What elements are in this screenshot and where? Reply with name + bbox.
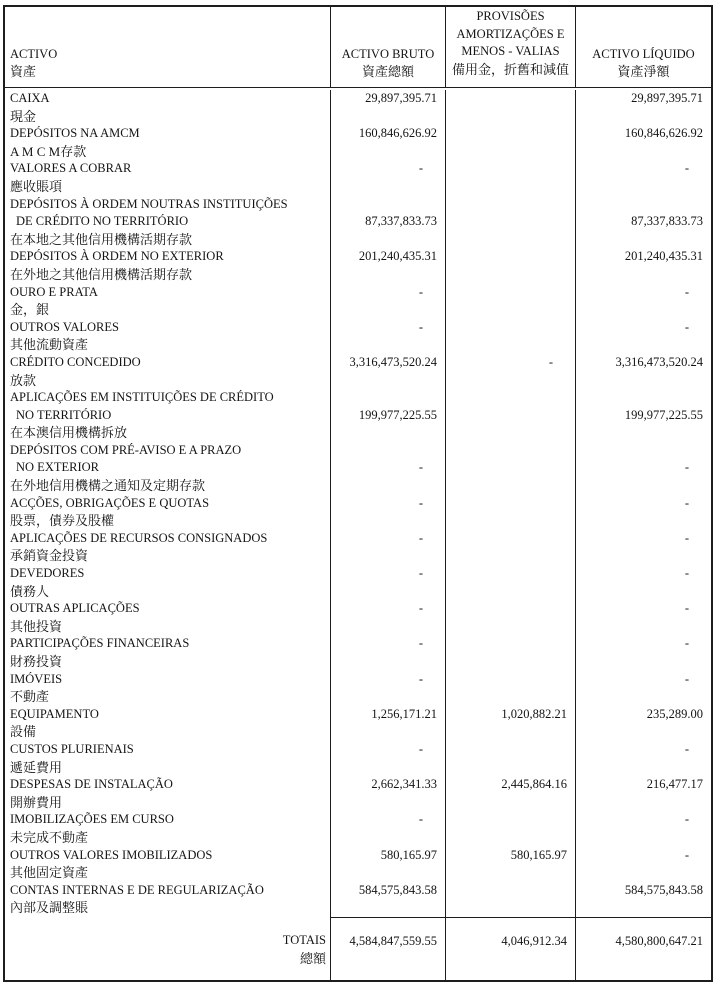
value-bruto: 3,316,473,520.24 (349, 354, 437, 369)
cell-bruto (330, 635, 445, 670)
totals-bruto-cell (330, 917, 445, 980)
cell-bruto (330, 319, 445, 354)
cell-bruto (330, 389, 445, 442)
row-label-cn: 內部及調整賬 (10, 900, 89, 916)
cell-provisoes (445, 882, 575, 917)
value-liquido: - (684, 161, 689, 176)
cell-bruto (330, 847, 445, 882)
row-label-pt: DEPÓSITOS COM PRÉ-AVISO E A PRAZO (10, 442, 242, 457)
value-bruto: - (418, 530, 423, 545)
table-row (5, 319, 711, 354)
row-label-pt: APLICAÇÕES EM INSTITUIÇÕES DE CRÉDITO (10, 390, 274, 405)
cell-bruto (330, 354, 445, 389)
row-label-pt: DE CRÉDITO NO TERRITÓRIO (16, 214, 189, 229)
row-label-pt: DESPESAS DE INSTALAÇÃO (10, 777, 173, 792)
row-label-pt: OUTROS VALORES IMOBILIZADOS (10, 847, 213, 862)
row-label-cn: 未完成不動產 (10, 829, 89, 845)
row-label-pt: DEVEDORES (10, 566, 85, 581)
table-row (5, 495, 711, 530)
value-provisoes (446, 600, 575, 618)
cell-bruto (330, 442, 445, 495)
value-bruto: - (418, 566, 423, 581)
row-label-cn: 其他流動資產 (10, 337, 89, 353)
cell-bruto (330, 565, 445, 600)
row-label-cell (5, 160, 330, 195)
row-label-cn: 其他投資 (10, 618, 63, 634)
row-label-pt: IMOBILIZAÇÕES EM CURSO (10, 812, 174, 827)
row-label-cn: 債務人 (10, 583, 50, 599)
header-activo-bruto-cn: 資產總額 (361, 64, 414, 80)
table-header-row (5, 7, 711, 88)
cell-bruto (330, 125, 445, 160)
value-liquido: 160,846,626.92 (624, 126, 703, 141)
value-bruto: - (418, 460, 423, 475)
value-liquido: 199,977,225.55 (624, 407, 703, 422)
cell-bruto (330, 196, 445, 249)
cell-provisoes (445, 354, 575, 389)
row-label-cell (5, 442, 330, 495)
value-provisoes: 1,020,882.21 (501, 706, 567, 721)
cell-bruto (330, 160, 445, 195)
row-label-pt: EQUIPAMENTO (10, 706, 99, 721)
row-label-cn: 設備 (10, 724, 37, 740)
row-label-cn: 承銷資金投資 (10, 548, 89, 564)
totals-label-pt: TOTAIS (282, 932, 326, 947)
value-liquido: 87,337,833.73 (631, 214, 703, 229)
value-provisoes (446, 442, 575, 477)
cell-provisoes (445, 196, 575, 249)
cell-liquido (575, 319, 711, 354)
header-activo-bruto-pt: ACTIVO BRUTO (341, 46, 435, 61)
value-provisoes: - (548, 354, 553, 369)
cell-liquido (575, 248, 711, 283)
value-bruto: - (418, 601, 423, 616)
cell-bruto (330, 530, 445, 565)
cell-liquido (575, 90, 711, 125)
totals-label-cn: 總額 (299, 950, 326, 966)
row-label-cell (5, 389, 330, 442)
value-provisoes (446, 882, 575, 900)
totals-liquido-value: 4,580,800,647.21 (615, 933, 703, 948)
value-provisoes (446, 811, 575, 829)
value-provisoes (446, 565, 575, 583)
value-provisoes: 2,445,864.16 (501, 777, 567, 792)
totals-provisoes-value: 4,046,912.34 (501, 933, 567, 948)
header-activo-cn: 資產 (10, 64, 37, 80)
value-bruto: 2,662,341.33 (371, 777, 437, 792)
table-row (5, 354, 711, 389)
table-row (5, 565, 711, 600)
cell-liquido (575, 847, 711, 882)
cell-liquido (575, 565, 711, 600)
totals-bruto-value: 4,584,847,559.55 (349, 933, 437, 948)
row-label-cell (5, 196, 330, 249)
value-provisoes (446, 90, 575, 108)
value-liquido: - (684, 566, 689, 581)
value-liquido: - (684, 636, 689, 651)
row-label-cell (5, 847, 330, 882)
row-label-cn: 在本澳信用機構拆放 (10, 425, 128, 441)
row-label-pt: DEPÓSITOS À ORDEM NO EXTERIOR (10, 249, 224, 264)
row-label-cell (5, 90, 330, 125)
row-label-cell (5, 776, 330, 811)
row-label-cn: 開辦費用 (10, 794, 63, 810)
value-bruto: 584,575,843.58 (358, 882, 437, 897)
value-liquido: - (684, 741, 689, 756)
row-label-cell (5, 530, 330, 565)
totals-row (5, 917, 711, 980)
cell-bruto (330, 741, 445, 776)
row-label-cn: 在外地信用機構之通知及定期存款 (10, 478, 206, 494)
assets-table (3, 5, 713, 982)
row-label-cell (5, 565, 330, 600)
table-row (5, 882, 711, 917)
totals-liquido-cell (575, 917, 711, 980)
header-provisoes-cn: 備用金，折舊和減值 (451, 61, 569, 77)
row-label-pt: VALORES A COBRAR (10, 161, 132, 176)
table-row (5, 125, 711, 160)
value-bruto: 201,240,435.31 (358, 249, 437, 264)
row-label-cn: 遞延費用 (10, 759, 63, 775)
value-liquido: 3,316,473,520.24 (615, 354, 703, 369)
value-bruto: - (418, 284, 423, 299)
cell-provisoes (445, 565, 575, 600)
totals-label (5, 917, 330, 980)
cell-provisoes (445, 530, 575, 565)
table-row (5, 706, 711, 741)
value-liquido: 584,575,843.58 (624, 882, 703, 897)
value-liquido: - (684, 284, 689, 299)
cell-provisoes (445, 125, 575, 160)
table-row (5, 635, 711, 670)
row-label-pt: DEPÓSITOS NA AMCM (10, 126, 140, 141)
cell-provisoes (445, 776, 575, 811)
cell-provisoes (445, 90, 575, 125)
value-bruto: - (418, 741, 423, 756)
value-bruto: - (418, 319, 423, 334)
value-provisoes (446, 741, 575, 759)
cell-provisoes (445, 741, 575, 776)
cell-bruto (330, 495, 445, 530)
cell-liquido (575, 284, 711, 319)
cell-provisoes (445, 160, 575, 195)
value-liquido: - (684, 812, 689, 827)
cell-liquido (575, 882, 711, 917)
value-bruto: 29,897,395.71 (365, 91, 437, 105)
value-bruto: 1,256,171.21 (371, 706, 437, 721)
header-provisoes (445, 7, 575, 87)
table-row (5, 389, 711, 442)
cell-liquido (575, 495, 711, 530)
cell-provisoes (445, 389, 575, 442)
cell-provisoes (445, 635, 575, 670)
cell-bruto (330, 90, 445, 125)
table-row (5, 671, 711, 706)
header-activo (5, 7, 330, 87)
row-label-cell (5, 741, 330, 776)
cell-bruto (330, 671, 445, 706)
value-liquido: 235,289.00 (646, 706, 703, 721)
table-row (5, 530, 711, 565)
header-activo-bruto (330, 7, 445, 87)
cell-provisoes (445, 847, 575, 882)
row-label-pt: NO TERRITÓRIO (16, 407, 112, 422)
value-provisoes (446, 530, 575, 548)
row-label-cn: 放款 (10, 372, 37, 388)
value-provisoes (446, 196, 575, 231)
cell-liquido (575, 600, 711, 635)
row-label-cell (5, 125, 330, 160)
cell-bruto (330, 600, 445, 635)
row-label-pt: CONTAS INTERNAS E DE REGULARIZAÇÃO (10, 882, 264, 897)
value-bruto: - (418, 495, 423, 510)
value-provisoes (446, 495, 575, 513)
row-label-pt: IMÓVEIS (10, 671, 63, 686)
value-bruto: 160,846,626.92 (358, 126, 437, 141)
cell-liquido (575, 160, 711, 195)
value-provisoes (446, 284, 575, 302)
row-label-cell (5, 882, 330, 917)
row-label-cell (5, 600, 330, 635)
row-label-cell (5, 248, 330, 283)
cell-liquido (575, 389, 711, 442)
value-bruto: 199,977,225.55 (358, 407, 437, 422)
cell-provisoes (445, 706, 575, 741)
value-liquido: 29,897,395.71 (631, 91, 703, 105)
header-activo-pt: ACTIVO (10, 46, 58, 61)
value-provisoes (446, 248, 575, 266)
value-bruto: - (418, 671, 423, 686)
header-activo-liquido-pt: ACTIVO LÍQUIDO (592, 46, 695, 61)
row-label-cn: 金，銀 (10, 302, 50, 318)
cell-liquido (575, 125, 711, 160)
header-provisoes-line3: MENOS - VALIAS (461, 44, 560, 59)
cell-provisoes (445, 600, 575, 635)
cell-liquido (575, 706, 711, 741)
table-row (5, 196, 711, 249)
row-label-cn: 現金 (10, 108, 37, 124)
table-row (5, 776, 711, 811)
row-label-cn: 不動產 (10, 689, 50, 705)
value-provisoes (446, 389, 575, 424)
value-bruto: - (418, 161, 423, 176)
row-label-cell (5, 284, 330, 319)
header-provisoes-line1: PROVISÕES (476, 9, 545, 23)
row-label-cn: 股票，債券及股權 (10, 513, 115, 529)
header-provisoes-line2: AMORTIZAÇÕES E (456, 26, 565, 41)
row-label-pt: CUSTOS PLURIENAIS (10, 741, 134, 756)
row-label-cell (5, 635, 330, 670)
table-row (5, 160, 711, 195)
row-label-pt: OURO E PRATA (10, 284, 98, 299)
value-liquido: - (684, 460, 689, 475)
value-liquido: - (684, 847, 689, 862)
cell-liquido (575, 354, 711, 389)
row-label-pt: NO EXTERIOR (16, 460, 99, 475)
row-label-cn: 在外地之其他信用機構活期存款 (10, 266, 193, 282)
value-provisoes: 580,165.97 (510, 847, 567, 862)
table-row (5, 741, 711, 776)
cell-liquido (575, 635, 711, 670)
table-row (5, 284, 711, 319)
row-label-pt: ACÇÕES, OBRIGAÇÕES E QUOTAS (10, 495, 210, 510)
cell-bruto (330, 776, 445, 811)
cell-liquido (575, 196, 711, 249)
row-label-pt: PARTICIPAÇÕES FINANCEIRAS (10, 636, 190, 651)
row-label-cn: 其他固定資產 (10, 865, 89, 881)
table-row (5, 847, 711, 882)
value-bruto: 87,337,833.73 (365, 214, 437, 229)
row-label-cell (5, 495, 330, 530)
value-liquido: - (684, 671, 689, 686)
cell-bruto (330, 248, 445, 283)
row-label-cn: A M C M存款 (10, 143, 87, 159)
cell-liquido (575, 442, 711, 495)
value-liquido: - (684, 319, 689, 334)
value-provisoes (446, 319, 575, 337)
value-bruto: 580,165.97 (380, 847, 437, 862)
cell-bruto (330, 811, 445, 846)
value-provisoes (446, 671, 575, 689)
row-label-pt: OUTRAS APLICAÇÕES (10, 601, 140, 616)
row-label-pt: APLICAÇÕES DE RECURSOS CONSIGNADOS (10, 530, 268, 545)
row-label-cell (5, 671, 330, 706)
cell-liquido (575, 671, 711, 706)
row-label-pt: DEPÓSITOS À ORDEM NOUTRAS INSTITUIÇÕES (10, 196, 288, 211)
cell-provisoes (445, 319, 575, 354)
row-label-pt: CRÉDITO CONCEDIDO (10, 354, 141, 369)
value-liquido: 201,240,435.31 (624, 249, 703, 264)
row-label-cell (5, 706, 330, 741)
cell-liquido (575, 741, 711, 776)
value-liquido: 216,477.17 (646, 777, 703, 792)
table-row (5, 442, 711, 495)
cell-liquido (575, 811, 711, 846)
value-provisoes (446, 160, 575, 178)
row-label-cn: 財務投資 (10, 654, 63, 669)
row-label-cell (5, 811, 330, 846)
cell-bruto (330, 706, 445, 741)
row-label-cn: 應收賬項 (10, 178, 63, 194)
cell-liquido (575, 530, 711, 565)
value-liquido: - (684, 495, 689, 510)
table-row (5, 811, 711, 846)
cell-provisoes (445, 495, 575, 530)
cell-liquido (575, 776, 711, 811)
header-activo-liquido-cn: 資產淨額 (617, 64, 670, 80)
row-label-cell (5, 319, 330, 354)
value-provisoes (446, 125, 575, 143)
cell-provisoes (445, 671, 575, 706)
row-label-cell (5, 354, 330, 389)
row-label-cn: 在本地之其他信用機構活期存款 (10, 231, 193, 247)
cell-bruto (330, 882, 445, 917)
cell-bruto (330, 284, 445, 319)
row-label-pt: OUTROS VALORES (10, 319, 119, 334)
value-bruto: - (418, 636, 423, 651)
value-provisoes (446, 635, 575, 653)
table-row (5, 90, 711, 125)
totals-provisoes-cell (445, 917, 575, 980)
value-bruto: - (418, 812, 423, 827)
table-row (5, 248, 711, 283)
value-liquido: - (684, 530, 689, 545)
cell-provisoes (445, 811, 575, 846)
value-liquido: - (684, 601, 689, 616)
row-label-pt: CAIXA (10, 91, 50, 105)
table-row (5, 600, 711, 635)
cell-provisoes (445, 284, 575, 319)
header-activo-liquido (575, 7, 711, 87)
table-body (5, 88, 711, 917)
cell-provisoes (445, 248, 575, 283)
cell-provisoes (445, 442, 575, 495)
